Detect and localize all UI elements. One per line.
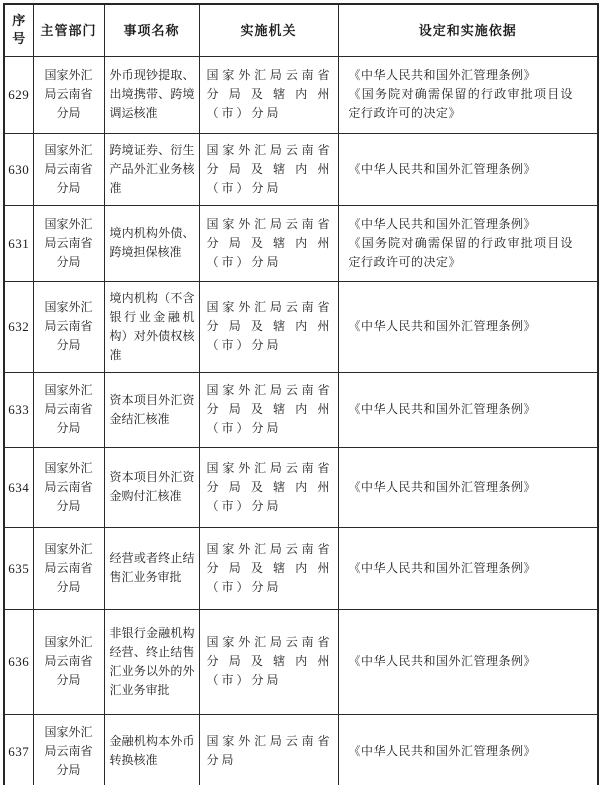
row-index: 634 xyxy=(4,447,33,527)
department-cell: 国家外汇局云南省分局 xyxy=(33,714,104,785)
table-row xyxy=(4,447,598,527)
table-body xyxy=(4,56,598,785)
agency-cell: 国家外汇局云南省分局 xyxy=(199,714,338,785)
department-cell: 国家外汇局云南省分局 xyxy=(33,205,104,281)
column-header-item: 事项名称 xyxy=(104,4,199,56)
row-index: 637 xyxy=(4,714,33,785)
department-cell: 国家外汇局云南省分局 xyxy=(33,527,104,609)
table-row xyxy=(4,372,598,447)
row-index: 629 xyxy=(4,56,33,133)
basis-line: 《中华人民共和国外汇管理条例》 xyxy=(348,479,537,494)
basis-cell xyxy=(338,609,598,714)
basis-line: 《中华人民共和国外汇管理条例》 xyxy=(348,319,537,333)
column-header-index: 序号 xyxy=(4,4,33,56)
agency-cell: 国家外汇局云南省分局及辖内州（市）分局 xyxy=(199,447,338,527)
agency-cell: 国家外汇局云南省分局及辖内州（市）分局 xyxy=(199,609,338,714)
item-name-cell: 境内机构（不含银行业金融机构）对外债权核准 xyxy=(104,281,199,372)
agency-cell: 国家外汇局云南省分局及辖内州（市）分局 xyxy=(199,133,338,205)
row-index: 633 xyxy=(4,372,33,447)
item-name-cell: 非银行金融机构经营、终止结售汇业务以外的外汇业务审批 xyxy=(104,609,199,714)
header-row xyxy=(4,4,598,56)
basis-line: 《中华人民共和国外汇管理条例》 xyxy=(348,654,537,668)
basis-cell xyxy=(338,447,598,527)
basis-line: 《中华人民共和国外汇管理条例》 xyxy=(348,216,537,231)
item-name-cell: 跨境证券、衍生产品外汇业务核准 xyxy=(104,133,199,205)
table-row xyxy=(4,527,598,609)
agency-cell: 国家外汇局云南省分局及辖内州（市）分局 xyxy=(199,527,338,609)
column-header-agency: 实施机关 xyxy=(199,4,338,56)
agency-cell: 国家外汇局云南省分局及辖内州（市）分局 xyxy=(199,56,338,133)
column-header-basis: 设定和实施依据 xyxy=(338,4,598,56)
item-name-cell: 外币现钞提取、出境携带、跨境调运核准 xyxy=(104,56,199,133)
basis-line: 《中华人民共和国外汇管理条例》 xyxy=(348,743,537,758)
row-index: 635 xyxy=(4,527,33,609)
department-cell: 国家外汇局云南省分局 xyxy=(33,447,104,527)
item-name-cell: 境内机构外债、跨境担保核准 xyxy=(104,205,199,281)
item-name-cell: 金融机构本外币转换核准 xyxy=(104,714,199,785)
table-row xyxy=(4,56,598,133)
basis-cell xyxy=(338,281,598,372)
department-cell: 国家外汇局云南省分局 xyxy=(33,56,104,133)
basis-cell xyxy=(338,133,598,205)
department-cell: 国家外汇局云南省分局 xyxy=(33,609,104,714)
agency-cell: 国家外汇局云南省分局及辖内州（市）分局 xyxy=(199,205,338,281)
item-name-cell: 资本项目外汇资金购付汇核准 xyxy=(104,447,199,527)
basis-line: 《国务院对确需保留的行政审批项目设定行政许可的决定》 xyxy=(348,87,573,120)
table-row xyxy=(4,609,598,714)
item-name-cell: 经营或者终止结售汇业务审批 xyxy=(104,527,199,609)
table-row xyxy=(4,205,598,281)
basis-line: 《国务院对确需保留的行政审批项目设定行政许可的决定》 xyxy=(348,235,573,269)
basis-cell xyxy=(338,372,598,447)
basis-cell xyxy=(338,56,598,133)
row-index: 636 xyxy=(4,609,33,714)
department-cell: 国家外汇局云南省分局 xyxy=(33,281,104,372)
basis-cell xyxy=(338,527,598,609)
department-cell: 国家外汇局云南省分局 xyxy=(33,372,104,447)
column-header-department: 主管部门 xyxy=(33,4,104,56)
row-index: 631 xyxy=(4,205,33,281)
basis-cell xyxy=(338,205,598,281)
basis-line: 《中华人民共和国外汇管理条例》 xyxy=(348,560,537,575)
basis-line: 《中华人民共和国外汇管理条例》 xyxy=(348,161,537,176)
table-row xyxy=(4,281,598,372)
department-cell: 国家外汇局云南省分局 xyxy=(33,133,104,205)
table-row xyxy=(4,714,598,785)
row-index: 632 xyxy=(4,281,33,372)
basis-line: 《中华人民共和国外汇管理条例》 xyxy=(348,68,537,82)
table-row xyxy=(4,133,598,205)
approval-items-table xyxy=(3,3,599,785)
agency-cell: 国家外汇局云南省分局及辖内州（市）分局 xyxy=(199,281,338,372)
basis-cell xyxy=(338,714,598,785)
agency-cell: 国家外汇局云南省分局及辖内州（市）分局 xyxy=(199,372,338,447)
row-index: 630 xyxy=(4,133,33,205)
item-name-cell: 资本项目外汇资金结汇核准 xyxy=(104,372,199,447)
basis-line: 《中华人民共和国外汇管理条例》 xyxy=(348,402,537,416)
